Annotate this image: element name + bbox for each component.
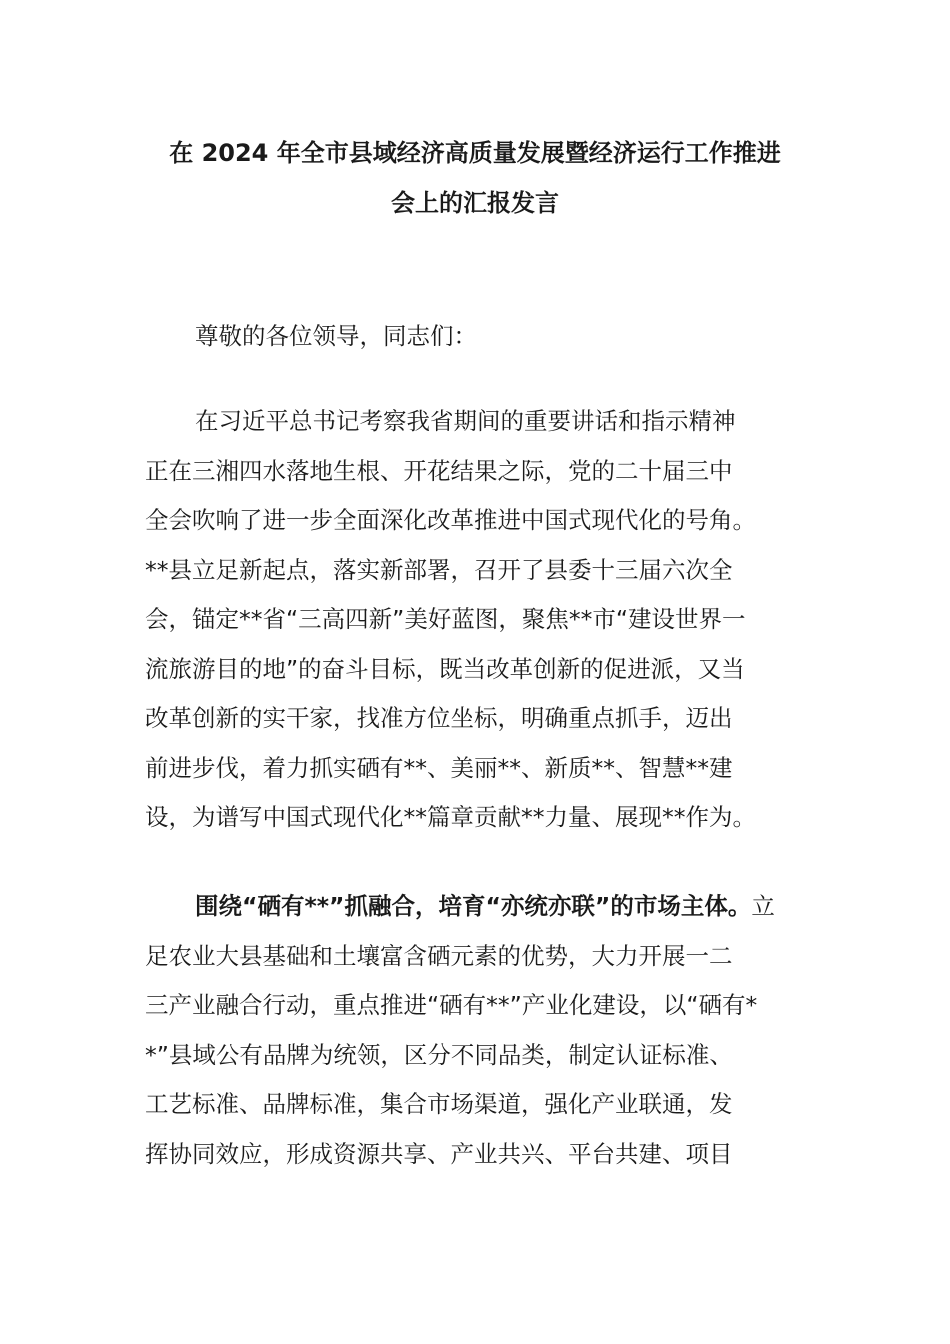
paragraph-line: **县立足新起点，落实新部署，召开了县委十三届六次全 bbox=[145, 555, 733, 584]
paragraph-first-rest: 立 bbox=[751, 892, 775, 920]
title-line-1: 在 2024 年全市县域经济高质量发展暨经济运行工作推进 bbox=[169, 139, 781, 167]
paragraph-line: 足农业大县基础和土壤富含硒元素的优势，大力开展一二 bbox=[145, 941, 733, 970]
salutation bbox=[145, 312, 805, 362]
document-title bbox=[130, 128, 820, 228]
paragraph-line: 挥协同效应，形成资源共享、产业共兴、平台共建、项目 bbox=[145, 1139, 733, 1168]
title-line-2: 会上的汇报发言 bbox=[391, 189, 559, 217]
paragraph-line: 工艺标准、品牌标准，集合市场渠道，强化产业联通，发 bbox=[145, 1090, 733, 1118]
paragraph-line: 在习近平总书记考察我省期间的重要讲话和指示精神 bbox=[195, 407, 736, 435]
paragraph-line: 前进步伐，着力抓实硒有**、美丽**、新质**、智慧**建 bbox=[145, 753, 733, 782]
paragraph-first-line bbox=[145, 882, 805, 932]
salutation-text: 尊敬的各位领导，同志们： bbox=[195, 322, 477, 350]
paragraph-selenium bbox=[145, 882, 805, 1179]
paragraph-line: 三产业融合行动，重点推进“硒有**”产业化建设，以“硒有* bbox=[145, 991, 758, 1019]
paragraph-line: 流旅游目的地”的奋斗目标，既当改革创新的促进派，又当 bbox=[145, 654, 745, 683]
paragraph-line: *”县域公有品牌为统领，区分不同品类，制定认证标准、 bbox=[145, 1040, 733, 1069]
paragraph-line: 会，锚定**省“三高四新”美好蓝图，聚焦**市“建设世界一 bbox=[145, 605, 746, 633]
paragraph-line: 正在三湘四水落地生根、开花结果之际，党的二十届三中 bbox=[145, 456, 733, 485]
paragraph-line: 改革创新的实干家，找准方位坐标，明确重点抓手，迈出 bbox=[145, 704, 733, 732]
paragraph-line: 全会吹响了进一步全面深化改革推进中国式现代化的号角。 bbox=[145, 506, 756, 534]
paragraph-intro bbox=[145, 397, 805, 843]
paragraph-line: 设，为谱写中国式现代化**篇章贡献**力量、展现**作为。 bbox=[145, 803, 756, 831]
section-heading: 围绕“硒有**”抓融合，培育“亦统亦联”的市场主体。 bbox=[195, 892, 752, 920]
